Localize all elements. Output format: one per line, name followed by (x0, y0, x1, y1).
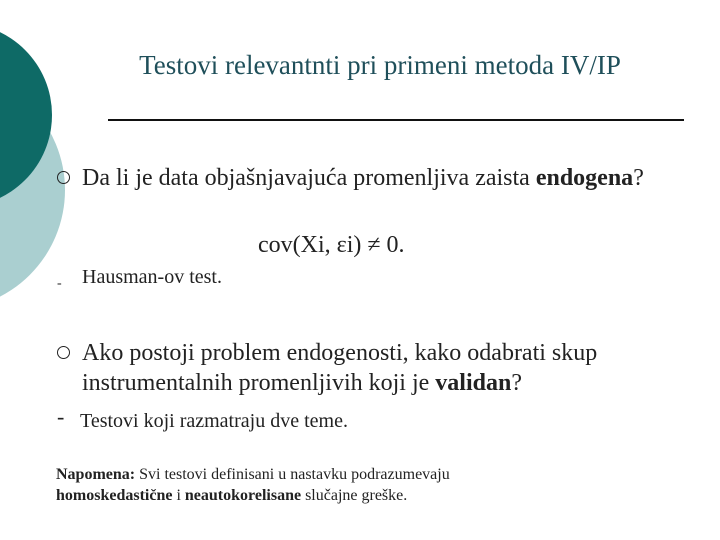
covariance-formula: cov(Xi, εi) ≠ 0. (258, 232, 405, 258)
point1-end: ? (633, 165, 644, 191)
note-mid: i (172, 487, 185, 504)
note-bold-homoskedastic: homoskedastične (56, 487, 173, 504)
note-bold-nonautocorrelated: neautokorelisane (184, 487, 302, 504)
decorative-circles (0, 0, 120, 300)
footnote (56, 464, 450, 506)
dash-marker: - (57, 404, 65, 429)
note-label: Napomena: (56, 466, 136, 483)
title-underline (108, 119, 684, 121)
point1-text: Da li je data objašnjavajuća promenljiva zaista (82, 165, 536, 191)
tests-two-topics: Testovi koji razmatraju dve teme. (80, 410, 348, 432)
note-end: slučajne greške. (301, 487, 408, 504)
point-endogenous (82, 163, 702, 193)
bullet-icon (57, 171, 70, 184)
slide-title: Testovi relevantnti pri primeni metoda IV/IP (139, 50, 621, 80)
hausman-test: Hausman-ov test. (82, 266, 222, 288)
point2-bold: validan (435, 370, 512, 396)
bullet-icon (57, 346, 70, 359)
point2-end: ? (511, 370, 522, 396)
dash-marker: - (57, 276, 62, 291)
point1-bold: endogena (535, 165, 634, 191)
point2-text: Ako postoji problem endogenosti, kako odabrati skup instrumentalnih promenljivih koji je (82, 340, 598, 396)
note-text: Svi testovi definisani u nastavku podrazumevaju (135, 466, 450, 483)
point-instruments (82, 338, 702, 398)
